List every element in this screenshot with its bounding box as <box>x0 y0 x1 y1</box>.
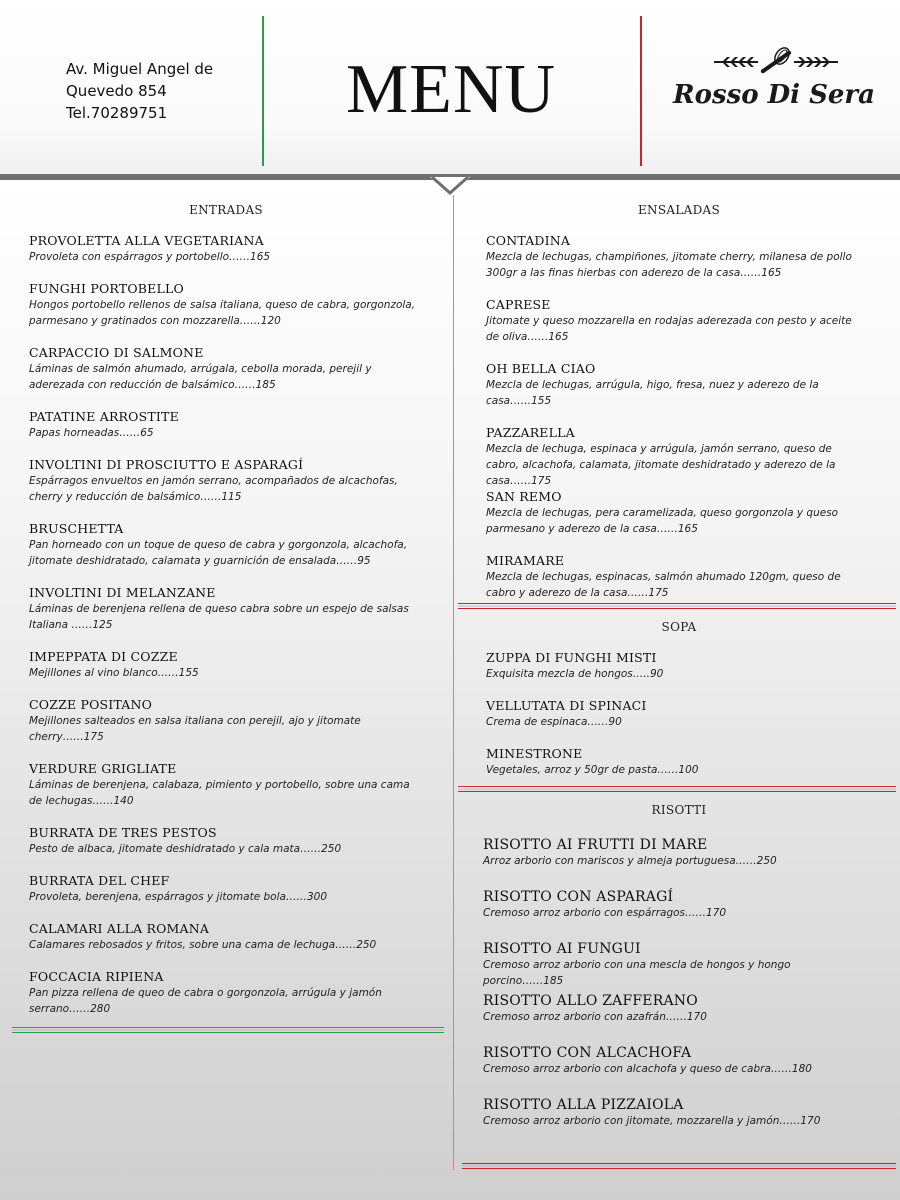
item-description-text: Exquisita mezcla de hongos <box>486 668 633 680</box>
item-description-text: Láminas de berenjena, calabaza, pimiento y portobello, sobre una cama de lechugas <box>29 779 410 807</box>
item-description-text: Cremoso arroz arborio con azafrán <box>483 1011 666 1023</box>
entradas-item <box>29 281 424 329</box>
risotti-item <box>483 1045 873 1077</box>
item-price: ……140 <box>92 795 134 807</box>
ensaladas-end-line <box>458 603 896 609</box>
menu-header <box>0 0 900 176</box>
item-name: MIRAMARE <box>486 553 565 568</box>
item-price: ……155 <box>510 395 552 407</box>
item-name: CARPACCIO DI SALMONE <box>29 345 204 360</box>
item-name: PAZZARELLA <box>486 425 575 440</box>
item-description <box>483 853 873 869</box>
item-price: ……180 <box>770 1063 812 1075</box>
item-description <box>29 297 424 329</box>
item-description-text: Pan pizza rellena de queo de cabra o gorgonzola, arrúgula y jamón serrano <box>29 987 382 1015</box>
item-description-text: Crema de espinaca <box>486 716 588 728</box>
entradas-item <box>29 873 424 905</box>
restaurant-logo <box>664 44 884 124</box>
item-description <box>483 1009 873 1025</box>
item-description-text: Pesto de albaca, jitomate deshidratado y cala mata <box>29 843 301 855</box>
item-description <box>486 441 856 489</box>
section-title-risotti: RISOTTI <box>651 803 707 817</box>
ensaladas-item <box>486 489 856 537</box>
item-price: ……165 <box>740 267 782 279</box>
item-description-text: Papas horneadas <box>29 427 120 439</box>
item-description-text: Mezcla de lechuga, espinaca y arrúgula, jamón serrano, queso de cabro, alcachofa, calamata, jitomate deshidratado y aderezo de la casa <box>486 443 836 487</box>
item-name: INVOLTINI DI MELANZANE <box>29 585 216 600</box>
item-description-text: Mezcla de lechugas, arrúgula, higo, fresa, nuez y aderezo de la casa <box>486 379 819 407</box>
item-description-text: Mejillones salteados en salsa italiana con perejil, ajo y jitomate cherry <box>29 715 361 743</box>
item-price: ……165 <box>656 523 698 535</box>
entradas-item <box>29 825 424 857</box>
item-price: ……155 <box>157 667 199 679</box>
item-name: RISOTTO CON ASPARAGÍ <box>483 889 674 905</box>
risotti-item <box>483 941 873 989</box>
section-title-entradas: ENTRADAS <box>189 203 263 217</box>
item-description <box>486 249 856 281</box>
ensaladas-item <box>486 361 856 409</box>
ensaladas-item <box>486 297 856 345</box>
item-description-text: Láminas de berenjena rellena de queso cabra sobre un espejo de salsas Italiana <box>29 603 409 631</box>
item-description-text: Cremoso arroz arborio con alcachofa y queso de cabra <box>483 1063 771 1075</box>
ensaladas-item <box>486 553 856 601</box>
item-description <box>483 957 873 989</box>
item-name: PROVOLETTA ALLA VEGETARIANA <box>29 233 264 248</box>
item-price: ……175 <box>62 731 104 743</box>
item-price: ……170 <box>685 907 727 919</box>
ensaladas-item <box>486 233 856 281</box>
item-description-text: Espárragos envueltos en jamón serrano, acompañados de alcachofas, cherry y reducción de balsámico <box>29 475 398 503</box>
red-divider <box>640 16 642 166</box>
entradas-item <box>29 585 424 633</box>
entradas-item <box>29 457 424 505</box>
item-name: RISOTTO AI FUNGUI <box>483 941 641 957</box>
item-description <box>29 537 424 569</box>
item-description <box>29 713 424 745</box>
restaurant-address <box>66 58 213 124</box>
risotti-item <box>483 1097 873 1129</box>
item-description <box>29 665 424 681</box>
item-description <box>483 1061 873 1077</box>
sopa-item <box>486 650 856 682</box>
ensaladas-item <box>486 425 856 489</box>
item-description-text: Provoleta con espárragos y portobello <box>29 251 230 263</box>
item-price: ……250 <box>335 939 377 951</box>
wheat-whisk-icon <box>714 44 838 80</box>
item-description <box>29 361 424 393</box>
item-price: ……170 <box>779 1115 821 1127</box>
item-description-text: Mezcla de lechugas, pera caramelizada, queso gorgonzola y queso parmesano y aderezo de la casa <box>486 507 839 535</box>
item-price: ……185 <box>522 975 564 987</box>
item-name: VELLUTATA DI SPINACI <box>486 698 647 713</box>
entradas-item <box>29 409 424 441</box>
item-price: ……170 <box>665 1011 707 1023</box>
item-price: ……125 <box>71 619 113 631</box>
item-description-text: Cremoso arroz arborio con jitomate, mozzarella y jamón <box>483 1115 780 1127</box>
item-name: PATATINE ARROSTITE <box>29 409 179 424</box>
item-name: MINESTRONE <box>486 746 583 761</box>
item-description-text: Mezcla de lechugas, champiñones, jitomate cherry, milanesa de pollo 300gr a las finas hierbas con aderezo de la casa <box>486 251 852 279</box>
entradas-end-line <box>12 1027 444 1033</box>
entradas-item <box>29 969 424 1017</box>
item-name: INVOLTINI DI PROSCIUTTO E ASPARAGÍ <box>29 457 304 472</box>
item-name: BRUSCHETTA <box>29 521 124 536</box>
entradas-item <box>29 521 424 569</box>
item-description <box>486 714 856 730</box>
phone-number: Tel.70289751 <box>66 104 168 122</box>
item-name: RISOTTO CON ALCACHOFA <box>483 1045 692 1061</box>
risotti-item <box>483 837 873 869</box>
item-description <box>29 985 424 1017</box>
item-price: ……300 <box>285 891 327 903</box>
entradas-item <box>29 921 424 953</box>
item-description <box>483 1113 873 1129</box>
item-description-text: Provoleta, berenjena, espárragos y jitomate bola <box>29 891 286 903</box>
item-name: FOCCACIA RIPIENA <box>29 969 164 984</box>
item-name: ZUPPA DI FUNGHI MISTI <box>486 650 657 665</box>
item-price: ……120 <box>239 315 281 327</box>
item-description <box>29 425 424 441</box>
item-description-text: Calamares rebosados y fritos, sobre una cama de lechuga <box>29 939 336 951</box>
item-price: ……250 <box>735 855 777 867</box>
section-title-sopa: SOPA <box>661 620 697 634</box>
risotti-item <box>483 993 873 1025</box>
entradas-item <box>29 761 424 809</box>
page-title: MENU <box>345 51 557 128</box>
item-price: ……165 <box>527 331 569 343</box>
item-description-text: Cremoso arroz arborio con espárragos <box>483 907 686 919</box>
entradas-item <box>29 345 424 393</box>
item-description <box>29 777 424 809</box>
item-description-text: Láminas de salmón ahumado, arrúgala, cebolla morada, perejil y aderezada con reducción de balsámico <box>29 363 372 391</box>
entradas-item <box>29 697 424 745</box>
item-description-text: Jitomate y queso mozzarella en rodajas aderezada con pesto y aceite de oliva <box>486 315 852 343</box>
item-price: …..90 <box>632 668 664 680</box>
item-description <box>29 937 424 953</box>
item-description <box>29 473 424 505</box>
item-price: ……95 <box>336 555 371 567</box>
sopa-item <box>486 698 856 730</box>
item-description <box>486 377 856 409</box>
item-name: COZZE POSITANO <box>29 697 153 712</box>
item-description <box>486 762 856 778</box>
risotti-end-line <box>462 1163 896 1169</box>
item-name: FUNGHI PORTOBELLO <box>29 281 184 296</box>
item-price: ……165 <box>229 251 271 263</box>
item-price: ……100 <box>657 764 699 776</box>
item-name: IMPEPPATA DI COZZE <box>29 649 178 664</box>
item-name: CALAMARI ALLA ROMANA <box>29 921 210 936</box>
item-description-text: Mezcla de lechugas, espinacas, salmón ahumado 120gm, queso de cabro y aderezo de la casa <box>486 571 841 599</box>
item-description <box>483 905 873 921</box>
item-description <box>486 569 856 601</box>
item-name: CONTADINA <box>486 233 571 248</box>
sopa-item <box>486 746 856 778</box>
entradas-item <box>29 649 424 681</box>
item-description-text: Mejillones al vino blanco <box>29 667 158 679</box>
item-name: RISOTTO AI FRUTTI DI MARE <box>483 837 708 853</box>
item-description <box>486 666 856 682</box>
address-line-2: Quevedo 854 <box>66 82 167 100</box>
item-name: CAPRESE <box>486 297 551 312</box>
address-line-1: Av. Miguel Angel de <box>66 60 214 78</box>
item-name: BURRATA DEL CHEF <box>29 873 170 888</box>
section-title-ensaladas: ENSALADAS <box>638 203 720 217</box>
item-price: ……175 <box>510 475 552 487</box>
item-description-text: Hongos portobello rellenos de salsa italiana, queso de cabra, gorgonzola, parmesano y gratinados con mozzarella <box>29 299 416 327</box>
item-price: ……65 <box>119 427 154 439</box>
item-description-text: Cremoso arroz arborio con una mescla de hongos y hongo porcino <box>483 959 791 987</box>
logo-text: Rosso Di Sera <box>673 80 875 110</box>
item-description <box>29 889 424 905</box>
item-name: RISOTTO ALLO ZAFFERANO <box>483 993 698 1009</box>
item-description-text: Arroz arborio con mariscos y almeja portuguesa <box>483 855 736 867</box>
item-description-text: Vegetales, arroz y 50gr de pasta <box>486 764 658 776</box>
item-description-text: Pan horneado con un toque de queso de cabra y gorgonzola, alcachofa, jitomate deshidratado, calamata y guarnición de ensalada <box>29 539 408 567</box>
item-name: VERDURE GRIGLIATE <box>29 761 177 776</box>
item-price: ……280 <box>69 1003 111 1015</box>
item-description <box>29 601 424 633</box>
item-name: RISOTTO ALLA PIZZAIOLA <box>483 1097 684 1113</box>
item-price: ……185 <box>234 379 276 391</box>
risotti-item <box>483 889 873 921</box>
entradas-item <box>29 233 424 265</box>
column-divider <box>453 195 454 1170</box>
item-price: ……115 <box>200 491 242 503</box>
item-name: OH BELLA CIAO <box>486 361 596 376</box>
item-description <box>486 313 856 345</box>
notch-marker <box>430 177 470 195</box>
sopa-end-line <box>458 786 896 792</box>
item-description <box>486 505 856 537</box>
item-description <box>29 249 424 265</box>
item-price: ……90 <box>587 716 622 728</box>
item-price: ……250 <box>300 843 342 855</box>
item-price: ……175 <box>627 587 669 599</box>
item-name: BURRATA DE TRES PESTOS <box>29 825 217 840</box>
item-name: SAN REMO <box>486 489 562 504</box>
item-description <box>29 841 424 857</box>
